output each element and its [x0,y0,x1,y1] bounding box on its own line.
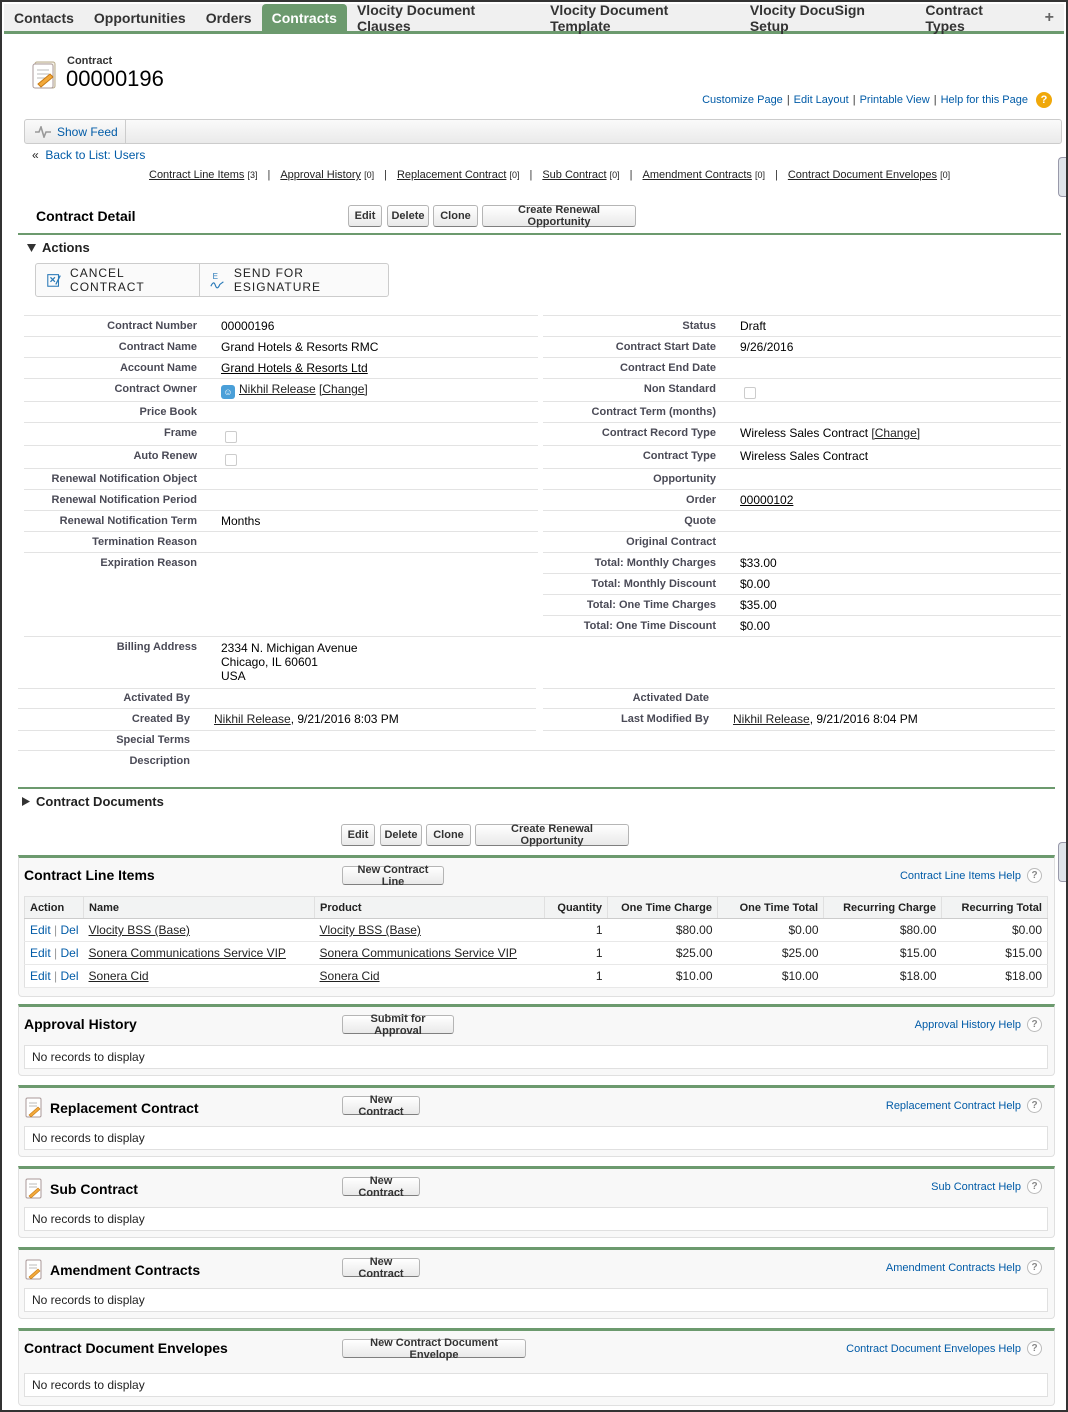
auto-renew-checkbox [225,454,237,466]
clone-button[interactable]: Clone [433,205,478,227]
tab-contacts[interactable]: Contacts [14,9,74,26]
non-standard-label: Non Standard [643,383,716,395]
panel-title-text: Amendment Contracts [50,1262,201,1278]
contract-document-envelopes-panel [18,1328,1055,1406]
tab-vlocity-document-clauses[interactable]: Vlocity Document Clauses [356,1,476,34]
contract-icon [24,1178,44,1200]
field-divider [24,336,538,337]
account-name-value[interactable]: Grand Hotels & Resorts Ltd [221,361,368,375]
link-separator: | [786,94,790,106]
row-name [84,942,315,965]
row-product [315,919,545,942]
row-name [84,965,315,988]
tab-bar [4,1,1064,34]
link-separator: | [267,169,271,181]
contract-icon [24,1259,44,1281]
column-header[interactable]: Product [315,897,545,919]
created-by-user-link[interactable]: Nikhil Release [214,712,291,726]
delete-row-link[interactable]: Del [60,946,79,960]
field-divider [24,636,1061,637]
sidebar-handle[interactable] [1058,842,1066,882]
created-by-value [214,712,399,726]
tab-contract-types[interactable]: Contract Types [925,1,983,34]
total-monthly-discount-value: $0.00 [740,577,771,591]
sub-contract-panel [18,1166,1055,1238]
line-items-table [24,896,1048,988]
no-records-message: No records to display [24,1373,1048,1397]
contract-line-items-panel [18,855,1055,997]
related-link-amendment-contracts[interactable]: Amendment Contracts [642,169,752,181]
billing-address-line3: USA [221,669,246,683]
related-count: [0] [364,170,375,180]
one-time-charge-cell: $80.00 [608,919,718,942]
delete-row-link[interactable]: Del [60,923,79,937]
opportunity-label: Opportunity [653,473,716,485]
field-divider [24,315,538,316]
column-header[interactable]: One Time Charge [608,897,718,919]
delete-row-link[interactable]: Del [60,969,79,983]
created-by-label: Created By [131,713,190,725]
action-separator: | [54,923,58,937]
auto-renew-label: Auto Renew [133,450,197,462]
related-count: [0] [609,170,620,180]
total-one-time-charges-label: Total: One Time Charges [586,599,716,611]
product-link[interactable]: Sonera Cid [319,969,380,983]
field-divider [24,531,538,532]
contract-type-value: Wireless Sales Contract [740,449,869,463]
last-modified-by-value [733,712,918,726]
help-icon[interactable]: ? [1027,868,1042,883]
actions-toggle[interactable] [27,240,90,255]
tab-opportunities[interactable]: Opportunities [93,9,186,26]
termination-reason-label: Termination Reason [92,536,197,548]
field-divider [24,552,538,553]
change-record-type-link[interactable]: [Change] [871,426,921,440]
description-label: Description [129,755,190,767]
show-feed-button[interactable] [25,120,126,143]
row-product [315,942,545,965]
order-link[interactable]: 00000102 [740,493,794,507]
related-count: [0] [754,170,765,180]
total-monthly-charges-value: $33.00 [740,556,777,570]
replacement-contract-panel [18,1085,1055,1157]
help-icon[interactable]: ? [1027,1341,1042,1356]
esignature-icon [210,270,226,290]
field-divider [24,489,538,490]
field-divider [24,510,538,511]
contract-record-type-value [740,426,920,440]
table-header-row [25,897,1048,919]
cancel-contract-button[interactable] [36,264,199,296]
no-records-message: No records to display [24,1207,1048,1231]
svg-text:E: E [212,272,219,282]
renewal-notification-object-label: Renewal Notification Object [51,473,197,485]
send-for-esignature-label: SEND FOR ESIGNATURE [233,266,322,294]
recurring-charge-cell: $80.00 [824,919,942,942]
related-link-replacement-contract[interactable]: Replacement Contract [396,169,507,181]
field-divider [543,615,1061,616]
action-separator: | [54,969,58,983]
delete-button[interactable]: Delete [387,205,429,227]
action-separator: | [54,946,58,960]
contract-line-items-help[interactable] [900,868,1042,883]
link-separator: | [852,94,856,106]
back-to-list-link[interactable]: Back to List: Users [45,148,146,162]
last-modified-date: , 9/21/2016 8:04 PM [809,712,918,726]
status-value: Draft [740,319,767,333]
link-separator: | [384,169,387,181]
edit-button[interactable]: Edit [348,205,382,227]
renewal-notification-term-value: Months [221,514,261,528]
renewal-notification-period-label: Renewal Notification Period [51,494,197,506]
actions-box [35,263,389,297]
contract-number-label: Contract Number [107,320,197,332]
related-count: [3] [247,170,258,180]
field-divider [543,378,1061,379]
field-divider [18,730,536,731]
frame-checkbox [225,431,237,443]
caret-down-icon [27,244,36,252]
contract-line-items-title [24,867,155,883]
one-time-total-cell: $25.00 [718,942,824,965]
field-divider [543,336,1061,337]
caret-right-icon [22,797,30,806]
column-header: Action [25,897,84,919]
contract-icon [24,1097,44,1119]
last-modified-user-link[interactable]: Nikhil Release [733,712,810,726]
new-contract-button[interactable]: New Contract [342,1096,420,1115]
activated-by-label: Activated By [123,692,190,704]
related-link-contract-document-envelopes[interactable]: Contract Document Envelopes [787,169,938,181]
show-feed-label: Show Feed [57,124,118,139]
edit-row-link[interactable]: Edit [30,969,51,983]
contract-owner-value [221,382,368,399]
field-divider [543,688,1055,689]
one-time-total-cell: $0.00 [718,919,824,942]
edit-button-bottom[interactable]: Edit [341,824,375,846]
new-contract-button[interactable]: New Contract [342,1258,420,1277]
recurring-charge-cell: $18.00 [824,965,942,988]
total-monthly-charges-label: Total: Monthly Charges [594,557,716,569]
billing-address-line2: Chicago, IL 60601 [221,655,318,669]
field-divider [543,357,1061,358]
no-records-message: No records to display [24,1288,1048,1312]
column-header[interactable]: Quantity [545,897,608,919]
status-label: Status [682,320,716,332]
column-header[interactable]: Name [84,897,315,919]
account-name-label: Account Name [119,362,197,374]
edit-layout-link[interactable]: Edit Layout [793,94,849,106]
field-divider [543,708,1055,709]
contract-term-months-label: Contract Term (months) [591,406,716,418]
approval-history-panel [18,1004,1055,1076]
field-divider [543,401,1061,402]
object-type-label: Contract [67,55,113,67]
sub-contract-title [24,1178,138,1200]
recurring-total-cell: $15.00 [942,942,1048,965]
quantity-cell: 1 [545,965,608,988]
amendment-contracts-title [24,1259,200,1281]
feed-bar [24,119,1062,144]
contract-documents-toggle[interactable] [22,794,164,809]
table-row [25,942,1048,965]
create-renewal-opportunity-button-bottom[interactable]: Create Renewal Opportunity [475,824,629,846]
billing-address-label: Billing Address [116,641,197,653]
contract-start-date-value: 9/26/2016 [740,340,794,354]
help-link[interactable]: Contract Line Items Help [899,869,1021,882]
create-renewal-opportunity-button[interactable]: Create Renewal Opportunity [482,205,636,227]
row-product [315,965,545,988]
field-divider [18,708,536,709]
field-divider [543,594,1061,595]
line-item-name-link[interactable]: Sonera Communications Service VIP [88,946,286,960]
help-for-page-link[interactable]: Help for this Page [940,94,1028,106]
page-title: 00000196 [66,66,164,91]
help-link[interactable]: Approval History Help [914,1018,1021,1031]
quantity-cell: 1 [545,919,608,942]
contract-owner-link[interactable]: Nikhil Release [239,382,316,396]
table-row [25,965,1048,988]
one-time-charge-cell: $25.00 [608,942,718,965]
tab-vlocity-document-template[interactable]: Vlocity Document Template [550,1,669,34]
link-separator: | [529,169,533,181]
section-divider [18,233,1061,235]
approval-history-help[interactable] [915,1017,1042,1032]
replacement-contract-help[interactable] [886,1098,1042,1113]
user-avatar-icon: ☺ [221,385,235,399]
header-links [702,92,1052,108]
amendment-contracts-help[interactable] [886,1260,1042,1275]
help-link[interactable]: Sub Contract Help [931,1180,1021,1193]
related-link-sub-contract[interactable]: Sub Contract [542,169,607,181]
clone-button-bottom[interactable]: Clone [426,824,471,846]
send-for-esignature-button[interactable] [199,264,388,296]
approval-history-title [24,1016,137,1032]
billing-address-line1: 2334 N. Michigan Avenue [221,641,358,655]
printable-view-link[interactable]: Printable View [859,94,930,106]
help-icon[interactable]: ? [1027,1098,1042,1113]
one-time-charge-cell: $10.00 [608,965,718,988]
tab-contracts[interactable]: Contracts [262,4,347,31]
back-arrow-icon: « [32,148,39,162]
field-divider [543,445,1061,446]
contract-document-envelopes-title [24,1340,228,1356]
quantity-cell: 1 [545,942,608,965]
related-list-links [149,169,950,181]
table-row [25,919,1048,942]
field-divider [543,489,1061,490]
back-to-list [32,148,145,162]
actions-title: Actions [42,240,90,255]
row-actions [25,942,84,965]
created-date: , 9/21/2016 8:03 PM [290,712,399,726]
line-item-name-link[interactable]: Vlocity BSS (Base) [88,923,190,937]
related-count: [0] [509,170,520,180]
recurring-total-cell: $0.00 [942,919,1048,942]
field-divider [543,468,1061,469]
expiration-reason-label: Expiration Reason [100,557,197,569]
field-divider [543,531,1061,532]
line-item-name-link[interactable]: Sonera Cid [88,969,149,983]
edit-row-link[interactable]: Edit [30,923,51,937]
related-link-approval-history[interactable]: Approval History [280,169,362,181]
field-divider [543,315,1061,316]
field-divider [543,730,1055,731]
field-divider [24,401,538,402]
recurring-charge-cell: $15.00 [824,942,942,965]
frame-label: Frame [163,427,197,439]
total-one-time-discount-value: $0.00 [740,619,771,633]
field-divider [543,422,1061,423]
one-time-total-cell: $10.00 [718,965,824,988]
field-divider [18,688,536,689]
panel-title-text: Approval History [24,1016,137,1032]
field-divider [18,750,1055,751]
no-records-message: No records to display [24,1126,1048,1150]
change-owner-link[interactable]: [Change] [319,382,368,396]
contract-document-envelopes-help[interactable] [846,1341,1042,1356]
contract-documents-title: Contract Documents [36,794,164,809]
contract-type-label: Contract Type [642,450,716,462]
contract-detail-title: Contract Detail [36,208,136,224]
contract-owner-label: Contract Owner [114,383,197,395]
add-tab-icon[interactable]: + [1044,8,1054,26]
last-modified-by-label: Last Modified By [620,713,709,725]
replacement-contract-title [24,1097,199,1119]
field-divider [24,357,538,358]
cancel-contract-icon [46,271,62,289]
help-link[interactable]: Amendment Contracts Help [885,1261,1021,1274]
field-divider [24,422,538,423]
help-icon[interactable]: ? [1027,1260,1042,1275]
panel-title-text: Sub Contract [50,1181,138,1197]
record-type-text: Wireless Sales Contract [740,426,869,440]
row-actions [25,919,84,942]
help-link[interactable]: Contract Document Envelopes Help [846,1342,1021,1355]
help-icon[interactable]: ? [1027,1179,1042,1194]
field-divider [543,552,1061,553]
contract-end-date-label: Contract End Date [620,362,716,374]
panel-title-text: Contract Document Envelopes [24,1340,228,1356]
field-divider [543,510,1061,511]
sidebar-handle[interactable] [1058,157,1066,197]
feed-icon [35,126,51,138]
original-contract-label: Original Contract [626,536,716,548]
new-contract-button[interactable]: New Contract [342,1177,420,1196]
quote-label: Quote [684,515,716,527]
column-header[interactable]: One Time Total [718,897,824,919]
total-one-time-discount-label: Total: One Time Discount [583,620,716,632]
field-divider [24,445,538,446]
edit-row-link[interactable]: Edit [30,946,51,960]
contract-icon [32,60,58,90]
field-divider [24,378,538,379]
help-icon[interactable]: ? [1036,92,1052,108]
field-divider [24,468,538,469]
activated-date-label: Activated Date [632,692,709,704]
contract-start-date-label: Contract Start Date [615,341,716,353]
new-contract-document-envelope-button[interactable]: New Contract Document Envelope [342,1339,526,1358]
tab-vlocity-docusign-setup[interactable]: Vlocity DocuSign Setup [749,1,865,34]
product-link[interactable]: Sonera Communications Service VIP [319,946,517,960]
related-link-contract-line-items[interactable]: Contract Line Items [149,169,245,181]
amendment-contracts-panel [18,1247,1055,1319]
customize-page-link[interactable]: Customize Page [702,94,783,106]
column-header[interactable]: Recurring Total [942,897,1048,919]
new-contract-line-button[interactable]: New Contract Line [342,866,444,885]
recurring-total-cell: $18.00 [942,965,1048,988]
renewal-notification-term-label: Renewal Notification Term [59,515,197,527]
tab-orders[interactable]: Orders [205,9,252,26]
submit-for-approval-button[interactable]: Submit for Approval [342,1015,454,1034]
panel-title-text: Replacement Contract [50,1100,199,1116]
total-one-time-charges-value: $35.00 [740,598,777,612]
total-monthly-discount-label: Total: Monthly Discount [591,578,716,590]
link-separator: | [775,169,778,181]
related-count: [0] [940,170,951,180]
non-standard-checkbox [744,387,756,399]
row-actions [25,965,84,988]
order-label: Order [686,494,716,506]
field-divider [543,573,1061,574]
sub-contract-help[interactable] [931,1179,1042,1194]
panel-title-text: Contract Line Items [24,867,155,883]
contract-name-value: Grand Hotels & Resorts RMC [221,340,379,354]
link-separator: | [629,169,633,181]
link-separator: | [933,94,937,106]
delete-button-bottom[interactable]: Delete [380,824,422,846]
contract-record-type-label: Contract Record Type [601,427,716,439]
special-terms-label: Special Terms [116,734,190,746]
no-records-message: No records to display [24,1045,1048,1069]
contract-name-label: Contract Name [118,341,197,353]
price-book-label: Price Book [139,406,197,418]
contract-number-value: 00000196 [221,319,275,333]
help-link[interactable]: Replacement Contract Help [885,1099,1021,1112]
product-link[interactable]: Vlocity BSS (Base) [319,923,421,937]
cancel-contract-label: CANCEL CONTRACT [70,266,145,294]
help-icon[interactable]: ? [1027,1017,1042,1032]
column-header[interactable]: Recurring Charge [824,897,942,919]
section-divider [18,787,1055,789]
row-name [84,919,315,942]
